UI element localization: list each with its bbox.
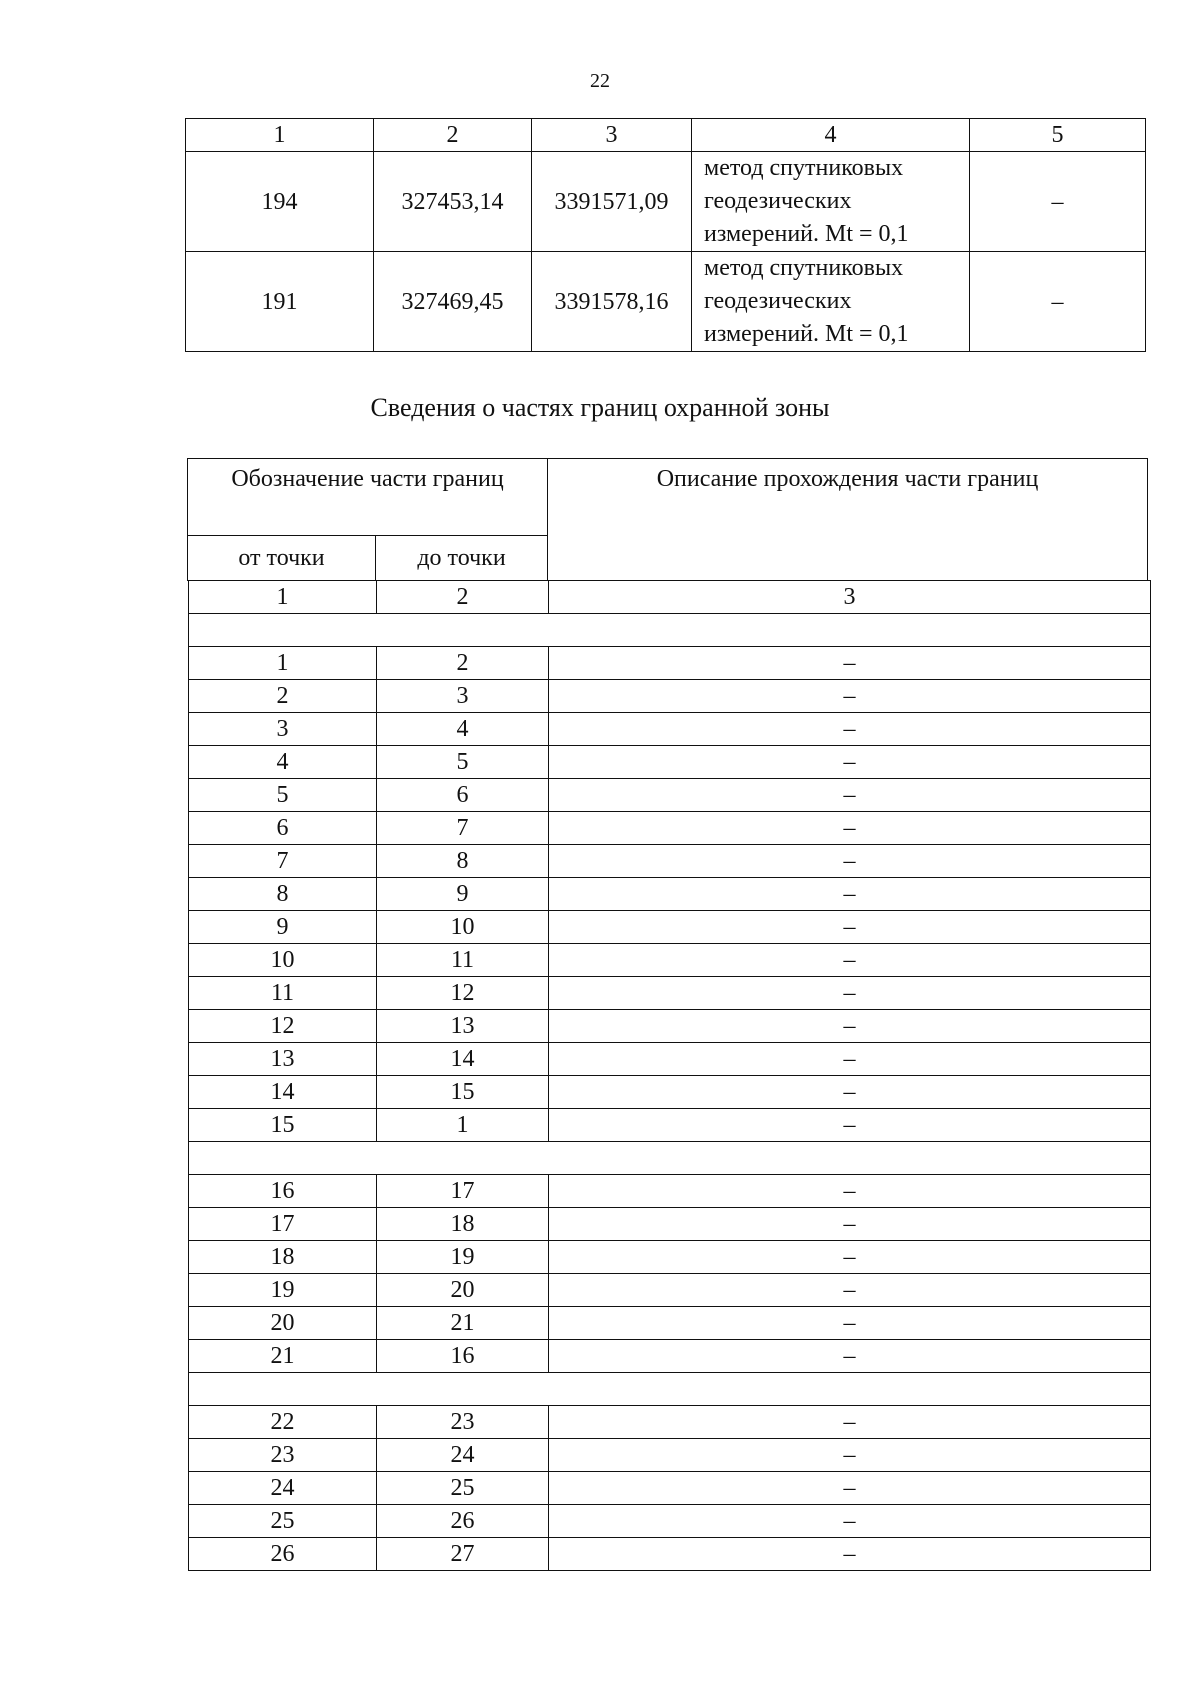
coordinates-table <box>185 118 1146 352</box>
table-row <box>186 152 1146 252</box>
description: – <box>549 746 1151 779</box>
page-number: 22 <box>590 70 610 92</box>
from-point: 26 <box>189 1538 377 1571</box>
from-point: 16 <box>189 1175 377 1208</box>
method-line: геодезических <box>704 188 852 214</box>
table-row <box>189 779 1151 812</box>
to-point: 11 <box>377 944 549 977</box>
column-number: 1 <box>189 581 377 614</box>
parts-header-table <box>187 458 1148 581</box>
description: – <box>549 1109 1151 1142</box>
to-point: 8 <box>377 845 549 878</box>
to-point: 5 <box>377 746 549 779</box>
description: – <box>549 944 1151 977</box>
table-row <box>189 1439 1151 1472</box>
table-row <box>189 1241 1151 1274</box>
to-point: 10 <box>377 911 549 944</box>
table-row <box>189 1043 1151 1076</box>
to-point: 21 <box>377 1307 549 1340</box>
description: – <box>549 1472 1151 1505</box>
description: – <box>549 680 1151 713</box>
description: – <box>549 1406 1151 1439</box>
from-point: 18 <box>189 1241 377 1274</box>
from-point: 7 <box>189 845 377 878</box>
method-line: метод спутниковых <box>704 155 904 181</box>
method-description <box>692 152 970 252</box>
from-point: 4 <box>189 746 377 779</box>
column-number-row <box>189 581 1151 614</box>
from-point: 13 <box>189 1043 377 1076</box>
to-point: 16 <box>377 1340 549 1373</box>
from-point: 2 <box>189 680 377 713</box>
table-row <box>189 680 1151 713</box>
to-point: 23 <box>377 1406 549 1439</box>
from-point: 23 <box>189 1439 377 1472</box>
to-point: 17 <box>377 1175 549 1208</box>
to-point: 4 <box>377 713 549 746</box>
table-row <box>189 1076 1151 1109</box>
coordinate-x: 327469,45 <box>374 252 532 352</box>
to-point: 15 <box>377 1076 549 1109</box>
table-row <box>189 1109 1151 1142</box>
point-id: 194 <box>186 152 374 252</box>
table-row <box>189 1274 1151 1307</box>
description: – <box>549 713 1151 746</box>
table-row <box>189 845 1151 878</box>
table-row <box>189 746 1151 779</box>
table-row <box>189 647 1151 680</box>
method-description <box>692 252 970 352</box>
group-separator <box>189 1373 1151 1406</box>
table-row <box>189 1406 1151 1439</box>
table-row <box>189 944 1151 977</box>
to-point: 3 <box>377 680 549 713</box>
table-row <box>189 911 1151 944</box>
description: – <box>549 1208 1151 1241</box>
description: – <box>549 1175 1151 1208</box>
from-point: 5 <box>189 779 377 812</box>
to-point: 1 <box>377 1109 549 1142</box>
description-header: Описание прохождения части границ <box>548 459 1148 581</box>
to-point: 12 <box>377 977 549 1010</box>
table-row <box>189 878 1151 911</box>
coordinate-x: 327453,14 <box>374 152 532 252</box>
from-point: 17 <box>189 1208 377 1241</box>
coordinate-y: 3391571,09 <box>532 152 692 252</box>
to-point: 13 <box>377 1010 549 1043</box>
to-point: 2 <box>377 647 549 680</box>
description: – <box>549 911 1151 944</box>
description: – <box>549 977 1151 1010</box>
description: – <box>549 1307 1151 1340</box>
group-separator-row <box>189 614 1151 647</box>
description: – <box>549 1538 1151 1571</box>
from-point: 22 <box>189 1406 377 1439</box>
table-row <box>189 1208 1151 1241</box>
description: – <box>549 1340 1151 1373</box>
table-row <box>189 713 1151 746</box>
description: – <box>549 845 1151 878</box>
table-row <box>189 1538 1151 1571</box>
from-point: 21 <box>189 1340 377 1373</box>
method-line: геодезических <box>704 288 852 314</box>
table-row <box>189 812 1151 845</box>
to-point: 18 <box>377 1208 549 1241</box>
from-point: 24 <box>189 1472 377 1505</box>
method-line: измерений. Mt = 0,1 <box>704 221 909 247</box>
boundary-parts-table <box>188 580 1151 1571</box>
coordinate-y: 3391578,16 <box>532 252 692 352</box>
from-point: 6 <box>189 812 377 845</box>
description: – <box>549 1274 1151 1307</box>
table-row <box>189 1472 1151 1505</box>
description: – <box>549 1439 1151 1472</box>
from-point: 20 <box>189 1307 377 1340</box>
to-point: 7 <box>377 812 549 845</box>
table-row <box>189 1010 1151 1043</box>
from-point: 9 <box>189 911 377 944</box>
to-point-header: до точки <box>376 536 548 581</box>
to-point: 26 <box>377 1505 549 1538</box>
method-line: измерений. Mt = 0,1 <box>704 321 909 347</box>
method-line: метод спутниковых <box>704 255 904 281</box>
description: – <box>549 812 1151 845</box>
column-number: 1 <box>186 119 374 152</box>
from-point: 14 <box>189 1076 377 1109</box>
table-row <box>189 977 1151 1010</box>
description: – <box>549 1505 1151 1538</box>
from-point: 25 <box>189 1505 377 1538</box>
column-number-row <box>186 119 1146 152</box>
to-point: 25 <box>377 1472 549 1505</box>
table-row <box>189 1175 1151 1208</box>
description: – <box>549 878 1151 911</box>
group-separator <box>189 614 1151 647</box>
to-point: 24 <box>377 1439 549 1472</box>
to-point: 20 <box>377 1274 549 1307</box>
note: – <box>970 152 1146 252</box>
column-number: 4 <box>692 119 970 152</box>
description: – <box>549 1241 1151 1274</box>
to-point: 14 <box>377 1043 549 1076</box>
point-id: 191 <box>186 252 374 352</box>
description: – <box>549 1076 1151 1109</box>
group-separator-row <box>189 1142 1151 1175</box>
from-point: 3 <box>189 713 377 746</box>
description: – <box>549 647 1151 680</box>
group-separator <box>189 1142 1151 1175</box>
section-title: Сведения о частях границ охранной зоны <box>370 393 830 422</box>
description: – <box>549 1043 1151 1076</box>
to-point: 19 <box>377 1241 549 1274</box>
from-point: 8 <box>189 878 377 911</box>
from-point-header: от точки <box>188 536 376 581</box>
table-row <box>189 1340 1151 1373</box>
designation-header: Обозначение части границ <box>188 459 548 536</box>
column-number: 3 <box>532 119 692 152</box>
from-point: 19 <box>189 1274 377 1307</box>
column-number: 3 <box>549 581 1151 614</box>
from-point: 1 <box>189 647 377 680</box>
from-point: 15 <box>189 1109 377 1142</box>
description: – <box>549 779 1151 812</box>
note: – <box>970 252 1146 352</box>
from-point: 11 <box>189 977 377 1010</box>
table-row <box>189 1505 1151 1538</box>
column-number: 5 <box>970 119 1146 152</box>
column-number: 2 <box>377 581 549 614</box>
to-point: 9 <box>377 878 549 911</box>
from-point: 12 <box>189 1010 377 1043</box>
to-point: 27 <box>377 1538 549 1571</box>
table-row <box>186 252 1146 352</box>
table-row <box>189 1307 1151 1340</box>
from-point: 10 <box>189 944 377 977</box>
group-separator-row <box>189 1373 1151 1406</box>
to-point: 6 <box>377 779 549 812</box>
description: – <box>549 1010 1151 1043</box>
column-number: 2 <box>374 119 532 152</box>
